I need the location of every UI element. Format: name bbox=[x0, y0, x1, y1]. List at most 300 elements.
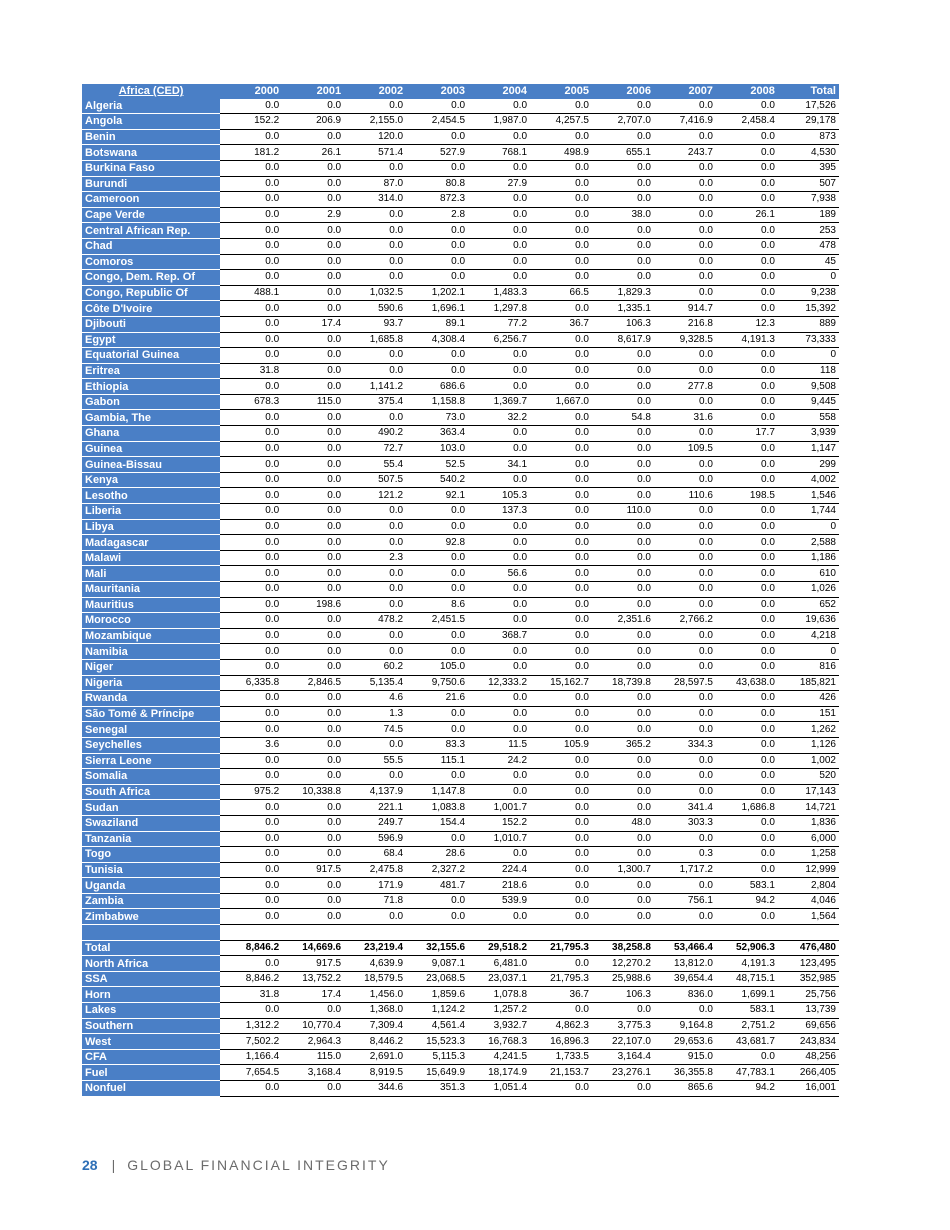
value-cell: 36,355.8 bbox=[654, 1065, 716, 1081]
value-cell: 0.0 bbox=[282, 769, 344, 785]
value-cell: 0.0 bbox=[716, 379, 778, 395]
value-cell: 0.0 bbox=[282, 691, 344, 707]
table-row bbox=[82, 769, 839, 785]
value-cell: 0.0 bbox=[716, 410, 778, 426]
table-row bbox=[82, 659, 839, 675]
value-cell: 0.0 bbox=[592, 893, 654, 909]
value-cell: 0.0 bbox=[282, 176, 344, 192]
value-cell: 0.0 bbox=[282, 582, 344, 598]
value-cell: 0.0 bbox=[468, 519, 530, 535]
value-cell: 0.0 bbox=[282, 878, 344, 894]
value-cell: 0.0 bbox=[406, 550, 468, 566]
total-cell: 253 bbox=[778, 223, 839, 239]
value-cell: 0.0 bbox=[530, 1081, 592, 1097]
value-cell: 527.9 bbox=[406, 145, 468, 161]
row-label: Côte D'Ivoire bbox=[82, 301, 220, 317]
value-cell: 0.0 bbox=[530, 488, 592, 504]
value-cell: 1,686.8 bbox=[716, 800, 778, 816]
value-cell: 872.3 bbox=[406, 192, 468, 208]
value-cell: 0.0 bbox=[654, 722, 716, 738]
table-row bbox=[82, 987, 839, 1003]
table-row bbox=[82, 1065, 839, 1081]
value-cell: 0.0 bbox=[716, 784, 778, 800]
value-cell: 0.0 bbox=[282, 566, 344, 582]
value-cell: 0.0 bbox=[716, 270, 778, 286]
value-cell: 7,416.9 bbox=[654, 114, 716, 130]
value-cell: 0.0 bbox=[592, 519, 654, 535]
value-cell: 0.0 bbox=[654, 1003, 716, 1019]
value-cell: 0.0 bbox=[220, 192, 282, 208]
table-row bbox=[82, 519, 839, 535]
column-header: 2002 bbox=[344, 84, 406, 99]
value-cell: 0.0 bbox=[592, 769, 654, 785]
value-cell: 0.0 bbox=[530, 566, 592, 582]
value-cell: 1,456.0 bbox=[344, 987, 406, 1003]
value-cell: 0.0 bbox=[530, 769, 592, 785]
value-cell: 0.0 bbox=[716, 659, 778, 675]
table-row bbox=[82, 270, 839, 286]
value-cell: 0.0 bbox=[530, 441, 592, 457]
value-cell: 0.0 bbox=[530, 379, 592, 395]
table-row bbox=[82, 550, 839, 566]
value-cell: 1,717.2 bbox=[654, 862, 716, 878]
value-cell: 1,369.7 bbox=[468, 394, 530, 410]
value-cell: 540.2 bbox=[406, 472, 468, 488]
table-row bbox=[82, 145, 839, 161]
value-cell: 0.0 bbox=[468, 722, 530, 738]
row-label: Morocco bbox=[82, 613, 220, 629]
value-cell: 152.2 bbox=[220, 114, 282, 130]
value-cell: 0.0 bbox=[282, 192, 344, 208]
value-cell: 365.2 bbox=[592, 737, 654, 753]
value-cell: 0.0 bbox=[220, 238, 282, 254]
column-header-region: Africa (CED) bbox=[82, 84, 220, 99]
row-label: Kenya bbox=[82, 472, 220, 488]
value-cell: 0.0 bbox=[220, 332, 282, 348]
spacer-label-cell bbox=[82, 925, 220, 941]
total-cell: 1,147 bbox=[778, 441, 839, 457]
row-label: Swaziland bbox=[82, 815, 220, 831]
value-cell: 249.7 bbox=[344, 815, 406, 831]
value-cell: 115.0 bbox=[282, 1049, 344, 1065]
value-cell: 0.0 bbox=[220, 847, 282, 863]
value-cell: 87.0 bbox=[344, 176, 406, 192]
value-cell: 0.0 bbox=[220, 379, 282, 395]
value-cell: 865.6 bbox=[654, 1081, 716, 1097]
value-cell: 0.0 bbox=[282, 332, 344, 348]
value-cell: 0.0 bbox=[406, 270, 468, 286]
value-cell: 0.0 bbox=[592, 691, 654, 707]
value-cell: 120.0 bbox=[344, 129, 406, 145]
value-cell: 21,153.7 bbox=[530, 1065, 592, 1081]
total-cell: 48,256 bbox=[778, 1049, 839, 1065]
value-cell: 4,639.9 bbox=[344, 956, 406, 972]
value-cell: 0.0 bbox=[344, 582, 406, 598]
value-cell: 2,327.2 bbox=[406, 862, 468, 878]
value-cell: 12,333.2 bbox=[468, 675, 530, 691]
value-cell: 1,696.1 bbox=[406, 301, 468, 317]
value-cell: 224.4 bbox=[468, 862, 530, 878]
value-cell: 1,699.1 bbox=[716, 987, 778, 1003]
value-cell: 0.0 bbox=[220, 613, 282, 629]
value-cell: 0.0 bbox=[220, 659, 282, 675]
row-label: Gabon bbox=[82, 394, 220, 410]
row-label: Benin bbox=[82, 129, 220, 145]
value-cell: 0.0 bbox=[220, 706, 282, 722]
total-cell: 476,480 bbox=[778, 940, 839, 956]
value-cell: 181.2 bbox=[220, 145, 282, 161]
value-cell: 0.0 bbox=[654, 597, 716, 613]
table-row bbox=[82, 535, 839, 551]
value-cell: 28.6 bbox=[406, 847, 468, 863]
value-cell: 0.0 bbox=[592, 441, 654, 457]
value-cell: 0.0 bbox=[530, 644, 592, 660]
table-row bbox=[82, 348, 839, 364]
table-row bbox=[82, 831, 839, 847]
value-cell: 103.0 bbox=[406, 441, 468, 457]
value-cell: 0.0 bbox=[530, 129, 592, 145]
value-cell: 0.0 bbox=[344, 628, 406, 644]
value-cell: 0.0 bbox=[654, 426, 716, 442]
value-cell: 0.0 bbox=[654, 160, 716, 176]
total-cell: 2,588 bbox=[778, 535, 839, 551]
value-cell: 0.0 bbox=[592, 753, 654, 769]
value-cell: 0.0 bbox=[344, 566, 406, 582]
value-cell: 0.0 bbox=[530, 472, 592, 488]
value-cell: 6,481.0 bbox=[468, 956, 530, 972]
value-cell: 13,812.0 bbox=[654, 956, 716, 972]
table-row bbox=[82, 363, 839, 379]
value-cell: 0.0 bbox=[530, 628, 592, 644]
value-cell: 0.0 bbox=[530, 457, 592, 473]
value-cell: 0.0 bbox=[282, 441, 344, 457]
table-row bbox=[82, 457, 839, 473]
value-cell: 488.1 bbox=[220, 285, 282, 301]
row-label: Lesotho bbox=[82, 488, 220, 504]
value-cell: 0.0 bbox=[592, 644, 654, 660]
value-cell: 105.9 bbox=[530, 737, 592, 753]
value-cell: 0.0 bbox=[282, 847, 344, 863]
value-cell: 27.9 bbox=[468, 176, 530, 192]
value-cell: 110.0 bbox=[592, 504, 654, 520]
value-cell: 0.0 bbox=[406, 831, 468, 847]
value-cell: 0.0 bbox=[654, 706, 716, 722]
table-row bbox=[82, 472, 839, 488]
table-row bbox=[82, 192, 839, 208]
total-cell: 1,126 bbox=[778, 737, 839, 753]
value-cell: 4,257.5 bbox=[530, 114, 592, 130]
value-cell: 0.0 bbox=[468, 550, 530, 566]
value-cell: 1,368.0 bbox=[344, 1003, 406, 1019]
value-cell: 0.0 bbox=[220, 862, 282, 878]
value-cell: 198.5 bbox=[716, 488, 778, 504]
total-cell: 69,656 bbox=[778, 1018, 839, 1034]
value-cell: 0.0 bbox=[530, 862, 592, 878]
value-cell: 0.0 bbox=[530, 893, 592, 909]
value-cell: 0.0 bbox=[654, 504, 716, 520]
row-label: North Africa bbox=[82, 956, 220, 972]
row-label: Guinea-Bissau bbox=[82, 457, 220, 473]
value-cell: 0.0 bbox=[468, 472, 530, 488]
value-cell: 109.5 bbox=[654, 441, 716, 457]
value-cell: 154.4 bbox=[406, 815, 468, 831]
value-cell: 8,617.9 bbox=[592, 332, 654, 348]
table-row bbox=[82, 410, 839, 426]
value-cell: 0.0 bbox=[716, 582, 778, 598]
value-cell: 0.0 bbox=[468, 254, 530, 270]
value-cell: 0.0 bbox=[468, 613, 530, 629]
value-cell: 0.0 bbox=[592, 878, 654, 894]
value-cell: 216.8 bbox=[654, 316, 716, 332]
value-cell: 0.0 bbox=[468, 706, 530, 722]
row-label: Djibouti bbox=[82, 316, 220, 332]
value-cell: 0.0 bbox=[282, 815, 344, 831]
table-row bbox=[82, 488, 839, 504]
value-cell: 2,458.4 bbox=[716, 114, 778, 130]
value-cell: 0.0 bbox=[282, 254, 344, 270]
total-cell: 0 bbox=[778, 270, 839, 286]
value-cell: 0.0 bbox=[716, 691, 778, 707]
value-cell: 0.0 bbox=[530, 691, 592, 707]
total-cell: 9,445 bbox=[778, 394, 839, 410]
value-cell: 0.0 bbox=[344, 410, 406, 426]
value-cell: 0.0 bbox=[716, 394, 778, 410]
value-cell: 43,681.7 bbox=[716, 1034, 778, 1050]
value-cell: 498.9 bbox=[530, 145, 592, 161]
total-cell: 652 bbox=[778, 597, 839, 613]
value-cell: 17.4 bbox=[282, 316, 344, 332]
value-cell: 0.0 bbox=[654, 769, 716, 785]
value-cell: 0.0 bbox=[220, 160, 282, 176]
total-cell: 1,262 bbox=[778, 722, 839, 738]
spacer-cell bbox=[530, 925, 592, 941]
value-cell: 0.0 bbox=[716, 597, 778, 613]
value-cell: 0.0 bbox=[282, 410, 344, 426]
value-cell: 0.0 bbox=[468, 160, 530, 176]
value-cell: 32,155.6 bbox=[406, 940, 468, 956]
table-row bbox=[82, 504, 839, 520]
value-cell: 0.0 bbox=[220, 753, 282, 769]
value-cell: 0.0 bbox=[468, 207, 530, 223]
value-cell: 0.0 bbox=[282, 831, 344, 847]
value-cell: 0.0 bbox=[592, 800, 654, 816]
value-cell: 0.0 bbox=[468, 535, 530, 551]
value-cell: 0.0 bbox=[530, 753, 592, 769]
value-cell: 1,051.4 bbox=[468, 1081, 530, 1097]
spacer-cell bbox=[778, 925, 839, 941]
table-row bbox=[82, 862, 839, 878]
value-cell: 1,733.5 bbox=[530, 1049, 592, 1065]
value-cell: 0.0 bbox=[716, 192, 778, 208]
value-cell: 0.0 bbox=[282, 659, 344, 675]
value-cell: 0.0 bbox=[716, 472, 778, 488]
table-row bbox=[82, 706, 839, 722]
value-cell: 48,715.1 bbox=[716, 971, 778, 987]
value-cell: 0.0 bbox=[716, 285, 778, 301]
value-cell: 478.2 bbox=[344, 613, 406, 629]
value-cell: 1,685.8 bbox=[344, 332, 406, 348]
value-cell: 0.0 bbox=[592, 129, 654, 145]
value-cell: 0.0 bbox=[530, 176, 592, 192]
value-cell: 2.3 bbox=[344, 550, 406, 566]
value-cell: 0.0 bbox=[530, 800, 592, 816]
value-cell: 0.0 bbox=[654, 270, 716, 286]
value-cell: 0.0 bbox=[716, 769, 778, 785]
row-label: Sudan bbox=[82, 800, 220, 816]
value-cell: 0.0 bbox=[344, 504, 406, 520]
row-label: Ghana bbox=[82, 426, 220, 442]
value-cell: 590.6 bbox=[344, 301, 406, 317]
value-cell: 0.0 bbox=[468, 192, 530, 208]
value-cell: 1,141.2 bbox=[344, 379, 406, 395]
total-cell: 4,002 bbox=[778, 472, 839, 488]
value-cell: 1,158.8 bbox=[406, 394, 468, 410]
value-cell: 0.0 bbox=[220, 909, 282, 925]
total-cell: 395 bbox=[778, 160, 839, 176]
value-cell: 0.0 bbox=[592, 348, 654, 364]
value-cell: 0.0 bbox=[406, 628, 468, 644]
value-cell: 21,795.3 bbox=[530, 940, 592, 956]
spacer-row bbox=[82, 925, 839, 941]
value-cell: 0.0 bbox=[220, 519, 282, 535]
value-cell: 4,308.4 bbox=[406, 332, 468, 348]
total-cell: 25,756 bbox=[778, 987, 839, 1003]
row-label: Rwanda bbox=[82, 691, 220, 707]
value-cell: 0.0 bbox=[716, 176, 778, 192]
value-cell: 0.0 bbox=[716, 254, 778, 270]
total-cell: 243,834 bbox=[778, 1034, 839, 1050]
row-label: Chad bbox=[82, 238, 220, 254]
value-cell: 0.0 bbox=[530, 348, 592, 364]
table-row bbox=[82, 628, 839, 644]
value-cell: 0.0 bbox=[468, 582, 530, 598]
value-cell: 48.0 bbox=[592, 815, 654, 831]
value-cell: 0.0 bbox=[716, 145, 778, 161]
value-cell: 18,579.5 bbox=[344, 971, 406, 987]
table-row bbox=[82, 394, 839, 410]
row-label: Somalia bbox=[82, 769, 220, 785]
value-cell: 363.4 bbox=[406, 426, 468, 442]
total-cell: 2,804 bbox=[778, 878, 839, 894]
value-cell: 0.0 bbox=[344, 519, 406, 535]
value-cell: 0.0 bbox=[530, 332, 592, 348]
table-row bbox=[82, 441, 839, 457]
value-cell: 18,739.8 bbox=[592, 675, 654, 691]
value-cell: 0.0 bbox=[716, 160, 778, 176]
value-cell: 0.0 bbox=[530, 270, 592, 286]
value-cell: 0.0 bbox=[592, 659, 654, 675]
value-cell: 206.9 bbox=[282, 114, 344, 130]
value-cell: 0.0 bbox=[220, 348, 282, 364]
total-cell: 16,001 bbox=[778, 1081, 839, 1097]
value-cell: 0.0 bbox=[282, 129, 344, 145]
row-label: Lakes bbox=[82, 1003, 220, 1019]
value-cell: 0.0 bbox=[468, 909, 530, 925]
value-cell: 71.8 bbox=[344, 893, 406, 909]
value-cell: 0.0 bbox=[220, 223, 282, 239]
value-cell: 31.8 bbox=[220, 987, 282, 1003]
value-cell: 0.0 bbox=[344, 644, 406, 660]
value-cell: 54.8 bbox=[592, 410, 654, 426]
value-cell: 0.0 bbox=[592, 254, 654, 270]
total-cell: 266,405 bbox=[778, 1065, 839, 1081]
value-cell: 1,083.8 bbox=[406, 800, 468, 816]
table-row bbox=[82, 254, 839, 270]
value-cell: 218.6 bbox=[468, 878, 530, 894]
value-cell: 0.0 bbox=[220, 644, 282, 660]
value-cell: 25,988.6 bbox=[592, 971, 654, 987]
value-cell: 2,846.5 bbox=[282, 675, 344, 691]
value-cell: 0.0 bbox=[282, 270, 344, 286]
value-cell: 0.0 bbox=[282, 722, 344, 738]
row-label: Madagascar bbox=[82, 535, 220, 551]
value-cell: 0.0 bbox=[530, 363, 592, 379]
row-label: Mali bbox=[82, 566, 220, 582]
value-cell: 915.0 bbox=[654, 1049, 716, 1065]
value-cell: 0.0 bbox=[468, 441, 530, 457]
value-cell: 0.0 bbox=[282, 550, 344, 566]
value-cell: 14,669.6 bbox=[282, 940, 344, 956]
value-cell: 110.6 bbox=[654, 488, 716, 504]
value-cell: 0.0 bbox=[344, 270, 406, 286]
value-cell: 60.2 bbox=[344, 659, 406, 675]
value-cell: 115.1 bbox=[406, 753, 468, 769]
value-cell: 0.0 bbox=[530, 582, 592, 598]
value-cell: 0.0 bbox=[716, 628, 778, 644]
value-cell: 0.0 bbox=[530, 831, 592, 847]
value-cell: 0.0 bbox=[530, 878, 592, 894]
row-label: Mauritius bbox=[82, 597, 220, 613]
value-cell: 0.0 bbox=[406, 893, 468, 909]
total-cell: 151 bbox=[778, 706, 839, 722]
value-cell: 0.0 bbox=[592, 270, 654, 286]
value-cell: 334.3 bbox=[654, 737, 716, 753]
value-cell: 0.0 bbox=[468, 223, 530, 239]
value-cell: 74.5 bbox=[344, 722, 406, 738]
row-label: South Africa bbox=[82, 784, 220, 800]
spacer-cell bbox=[344, 925, 406, 941]
value-cell: 6,335.8 bbox=[220, 675, 282, 691]
value-cell: 686.6 bbox=[406, 379, 468, 395]
row-label: Guinea bbox=[82, 441, 220, 457]
total-cell: 15,392 bbox=[778, 301, 839, 317]
total-cell: 19,636 bbox=[778, 613, 839, 629]
value-cell: 0.0 bbox=[716, 457, 778, 473]
value-cell: 0.0 bbox=[282, 379, 344, 395]
value-cell: 0.0 bbox=[592, 566, 654, 582]
row-label: Burundi bbox=[82, 176, 220, 192]
value-cell: 583.1 bbox=[716, 1003, 778, 1019]
value-cell: 0.0 bbox=[654, 348, 716, 364]
table-row bbox=[82, 971, 839, 987]
row-label: Angola bbox=[82, 114, 220, 130]
value-cell: 3,168.4 bbox=[282, 1065, 344, 1081]
table-row bbox=[82, 737, 839, 753]
value-cell: 0.0 bbox=[406, 129, 468, 145]
value-cell: 1,987.0 bbox=[468, 114, 530, 130]
value-cell: 12.3 bbox=[716, 316, 778, 332]
value-cell: 0.0 bbox=[220, 691, 282, 707]
total-cell: 558 bbox=[778, 410, 839, 426]
value-cell: 0.0 bbox=[530, 99, 592, 114]
value-cell: 0.0 bbox=[220, 99, 282, 114]
value-cell: 5,115.3 bbox=[406, 1049, 468, 1065]
value-cell: 0.0 bbox=[282, 472, 344, 488]
value-cell: 31.8 bbox=[220, 363, 282, 379]
value-cell: 0.0 bbox=[282, 753, 344, 769]
value-cell: 0.0 bbox=[716, 1049, 778, 1065]
table-row bbox=[82, 1018, 839, 1034]
